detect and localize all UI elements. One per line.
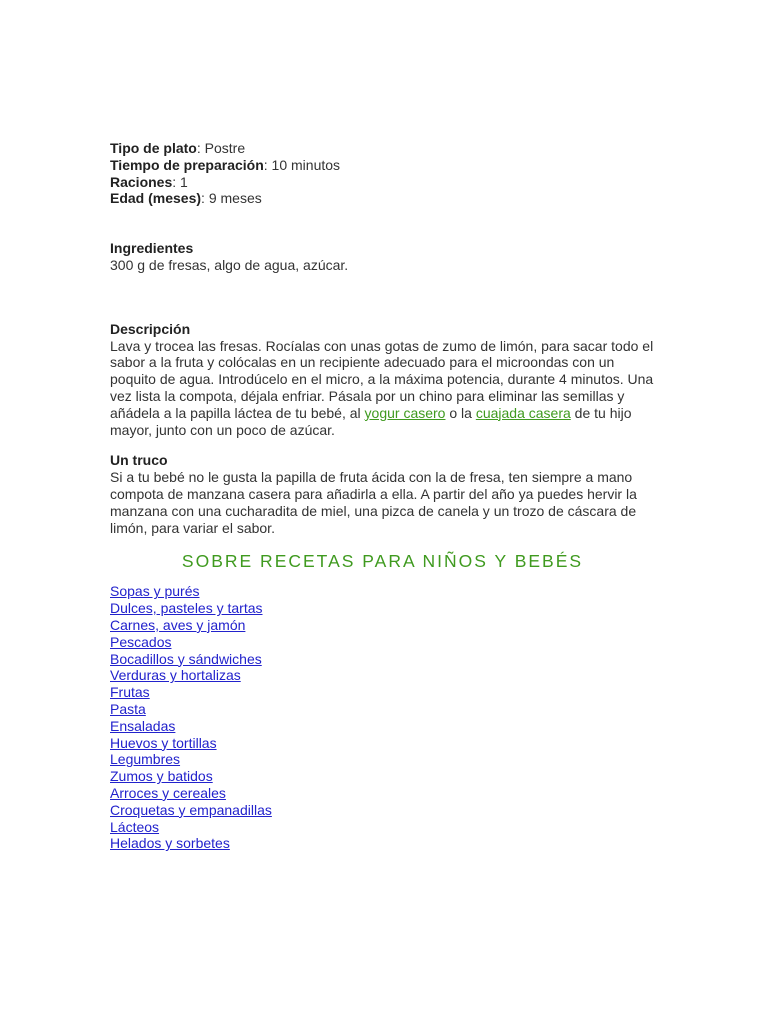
meta-edad-label: Edad (meses)	[110, 190, 202, 207]
meta-tiempo-label: Tiempo de preparación	[110, 156, 264, 173]
category-link-croquetas[interactable]: Croquetas y empanadillas	[110, 801, 272, 818]
category-item	[110, 718, 655, 735]
meta-tipo-label: Tipo de plato	[110, 140, 197, 156]
category-link-carnes[interactable]: Carnes, aves y jamón	[110, 616, 246, 633]
category-item	[110, 600, 655, 617]
category-link-frutas[interactable]: Frutas	[110, 684, 150, 701]
description-text-part-2: o la	[445, 404, 476, 421]
tip-text: Si a tu bebé no le gusta la papilla de fruta ácida con la de fresa, ten siempre a mano compota de manzana casera para añadirla a ella. A partir del año ya puedes hervir la manzana con una cucharadita de miel, una pizca de canela y un trozo de cáscara de limón, para variar el sabor.	[110, 469, 637, 536]
tip-section	[110, 452, 655, 536]
category-item	[110, 735, 655, 752]
category-link-pasta[interactable]: Pasta	[110, 700, 146, 717]
recipe-meta	[110, 140, 655, 207]
category-link-pescados[interactable]: Pescados	[110, 633, 172, 650]
meta-tipo-value: : Postre	[196, 140, 246, 156]
recipe-page	[110, 140, 655, 852]
cuajada-casera-link[interactable]: cuajada casera	[475, 404, 571, 421]
category-item	[110, 667, 655, 684]
description-heading: Descripción	[110, 320, 191, 337]
meta-tiempo-value: : 10 minutos	[263, 156, 341, 173]
category-item	[110, 617, 655, 634]
description-text-part-1: Lava y trocea las fresas. Rocíalas con unas gotas de zumo de limón, para sacar todo el sabor a la fruta y colócalas en un recipiente adecuado para el microondas con un poquito de agua. Introdúcelo en el micro, a la máxima potencia, durante 4 minutos. Una vez lista la compota, déjala enfriar. Pásala por un chino para eliminar las semillas y añádela a la papilla láctea de tu bebé, al	[110, 337, 654, 421]
category-link-dulces[interactable]: Dulces, pasteles y tartas	[110, 600, 263, 617]
category-item	[110, 835, 655, 852]
category-link-bocadillos[interactable]: Bocadillos y sándwiches	[110, 650, 262, 667]
ingredients-section	[110, 240, 655, 274]
description-section	[110, 321, 655, 439]
category-link-verduras[interactable]: Verduras y hortalizas	[110, 667, 241, 684]
category-link-ensaladas[interactable]: Ensaladas	[110, 717, 176, 734]
tip-heading: Un truco	[110, 452, 168, 469]
about-title: SOBRE RECETAS PARA NIÑOS Y BEBÉS	[181, 551, 584, 572]
meta-raciones-label: Raciones	[110, 173, 173, 190]
category-link-legumbres[interactable]: Legumbres	[110, 751, 181, 768]
category-link-lacteos[interactable]: Lácteos	[110, 818, 160, 835]
description-text-part-3: de tu hijo mayor, junto con un poco de azúcar.	[110, 404, 632, 438]
category-link-helados[interactable]: Helados y sorbetes	[110, 835, 230, 852]
category-item	[110, 583, 655, 600]
category-link-sopas[interactable]: Sopas y purés	[110, 583, 200, 600]
yogur-casero-link[interactable]: yogur casero	[364, 404, 446, 421]
meta-raciones-value: : 1	[172, 173, 188, 190]
meta-edad	[110, 190, 655, 207]
category-link-huevos[interactable]: Huevos y tortillas	[110, 734, 217, 751]
ingredients-heading: Ingredientes	[110, 240, 194, 257]
category-link-zumos[interactable]: Zumos y batidos	[110, 768, 213, 785]
category-item	[110, 684, 655, 701]
meta-edad-value: : 9 meses	[201, 190, 262, 207]
meta-tipo	[110, 140, 655, 157]
category-item	[110, 701, 655, 718]
category-link-arroces[interactable]: Arroces y cereales	[110, 784, 226, 801]
category-item	[110, 819, 655, 836]
category-list	[110, 583, 655, 852]
meta-tiempo	[110, 157, 655, 174]
ingredients-text: 300 g de fresas, algo de agua, azúcar.	[110, 256, 349, 273]
description-text	[110, 338, 655, 439]
category-item	[110, 768, 655, 785]
category-item	[110, 802, 655, 819]
category-item	[110, 634, 655, 651]
meta-raciones	[110, 174, 655, 191]
category-item	[110, 651, 655, 668]
category-item	[110, 751, 655, 768]
category-item	[110, 785, 655, 802]
